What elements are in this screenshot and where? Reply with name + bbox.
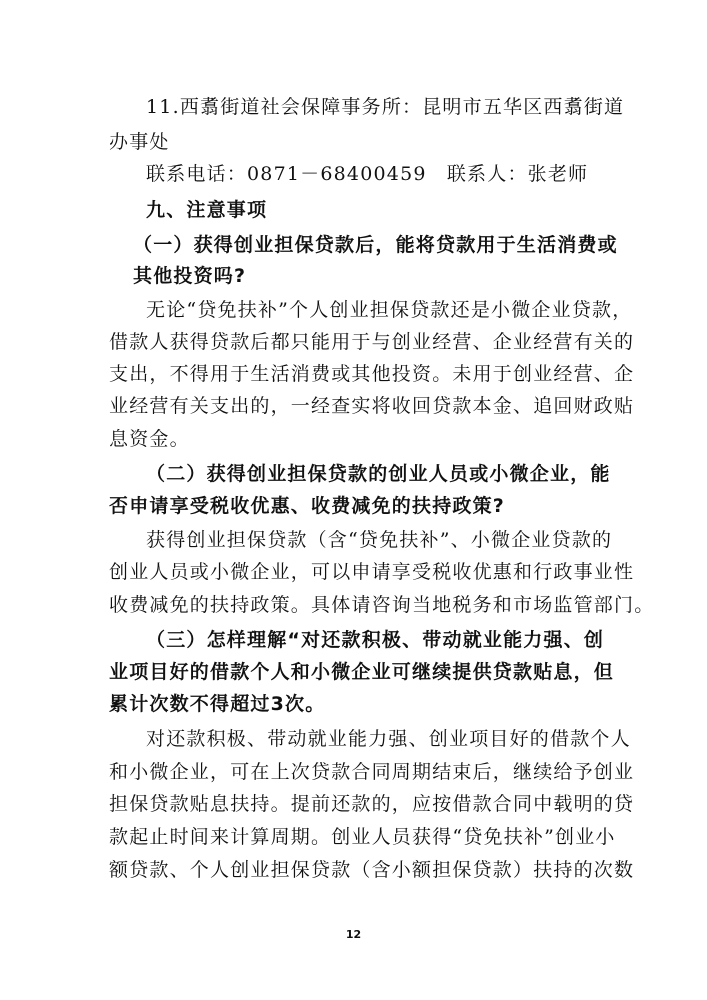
section-heading: 九、注意事项	[146, 199, 268, 221]
page-number: 12	[345, 928, 362, 941]
text-line: 无论“贷免扶补”个人创业担保贷款还是小微企业贷款，	[146, 299, 633, 321]
text-line: 额贷款、个人创业担保贷款（含小额担保贷款）扶持的次数	[109, 859, 635, 881]
question-heading: 否申请享受税收优惠、收费减免的扶持政策?	[109, 495, 506, 517]
question-heading: （三）怎样理解“对还款积极、带动就业能力强、创	[146, 629, 605, 651]
question-heading: （一）获得创业担保贷款后，能将贷款用于生活消费或	[133, 234, 618, 256]
text-line: 收费减免的扶持政策。具体请咨询当地税务和市场监管部门。	[109, 594, 655, 616]
text-line: 和小微企业，可在上次贷款合同周期结束后，继续给予创业	[109, 761, 635, 783]
question-heading: （二）获得创业担保贷款的创业人员或小微企业，能	[146, 463, 611, 485]
text-line: 办事处	[109, 131, 170, 153]
text-line: 获得创业担保贷款（含“贷免扶补”、小微企业贷款的	[146, 529, 613, 551]
text-line: 担保贷款贴息扶持。提前还款的，应按借款合同中载明的贷	[109, 793, 635, 815]
text-line: 业经营有关支出的，一经查实将收回贷款本金、追回财政贴	[109, 395, 635, 417]
text-line: 借款人获得贷款后都只能用于与创业经营、企业经营有关的	[109, 331, 635, 353]
text-line: 款起止时间来计算周期。创业人员获得“贷免扶补”创业小	[109, 826, 616, 848]
text-line: 11.西翥街道社会保障事务所：昆明市五华区西翥街道	[146, 96, 625, 118]
text-line: 支出，不得用于生活消费或其他投资。未用于创业经营、企	[109, 363, 635, 385]
text-line: 息资金。	[109, 428, 190, 450]
question-heading: 其他投资吗?	[133, 265, 247, 287]
text-line: 创业人员或小微企业，可以申请享受税收优惠和行政事业性	[109, 561, 635, 583]
text-line: 对还款积极、带动就业能力强、创业项目好的借款个人	[146, 728, 631, 750]
question-heading: 累计次数不得超过3次。	[109, 693, 326, 715]
text-line: 联系电话：0871－68400459 联系人：张老师	[146, 163, 589, 185]
question-heading: 业项目好的借款个人和小微企业可继续提供贷款贴息，但	[109, 661, 615, 683]
